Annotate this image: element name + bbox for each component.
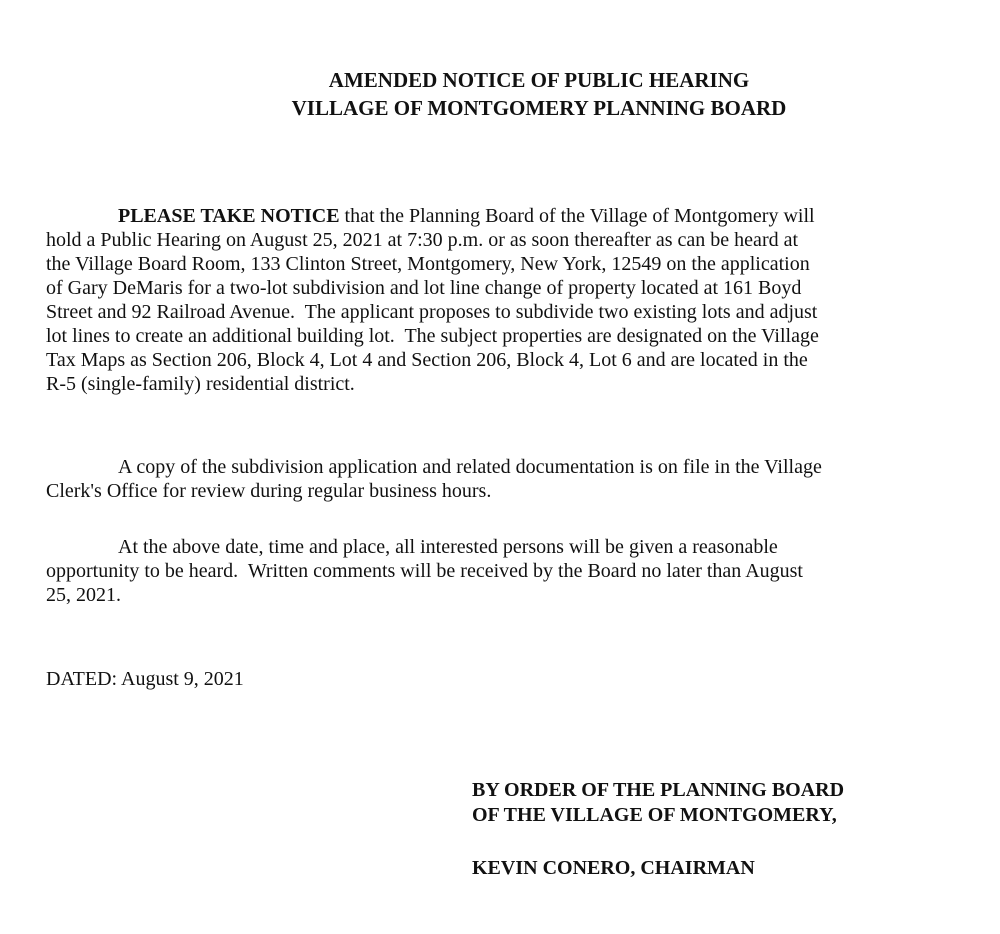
signature-name: KEVIN CONERO, CHAIRMAN — [472, 857, 755, 879]
paragraph-2-line-2: Clerk's Office for review during regular business hours. — [46, 480, 492, 502]
notice-lead-text: PLEASE TAKE NOTICE — [118, 205, 340, 227]
paragraph-1-line-2: hold a Public Hearing on August 25, 2021 at 7:30 p.m. or as soon thereafter as can be heard at — [46, 229, 799, 251]
paragraph-1-line-5: Street and 92 Railroad Avenue. The applicant proposes to subdivide two existing lots and adjust — [46, 301, 818, 323]
notice-paragraph-1 — [46, 204, 981, 396]
dated-line: DATED: August 9, 2021 — [46, 668, 244, 690]
paragraph-1-line-8: R-5 (single-family) residential district. — [46, 373, 355, 395]
notice-title-line1: AMENDED NOTICE OF PUBLIC HEARING — [328, 68, 750, 92]
paragraph-1-line-1-rest: that the Planning Board of the Village of Montgomery will — [339, 205, 815, 227]
paragraph-3-line-2: opportunity to be heard. Written comments will be received by the Board no later than August — [46, 560, 803, 582]
paragraph-3-line-1-text: At the above date, time and place, all interested persons will be given a reasonable — [118, 536, 778, 558]
paragraph-1-line-4: of Gary DeMaris for a two-lot subdivision and lot line change of property located at 161 Boyd — [46, 277, 802, 299]
notice-paragraph-3 — [46, 535, 981, 607]
paragraph-1-line-7: Tax Maps as Section 206, Block 4, Lot 4 and Section 206, Block 4, Lot 6 and are located in the — [46, 349, 808, 371]
paragraph-1-line-6: lot lines to create an additional building lot. The subject properties are designated on the Village — [46, 325, 819, 347]
paragraph-1-line-3: the Village Board Room, 133 Clinton Street, Montgomery, New York, 12549 on the application — [46, 253, 810, 275]
paragraph-1-line-1 — [46, 204, 981, 228]
paragraph-3-line-3: 25, 2021. — [46, 584, 121, 606]
signature-line-2: OF THE VILLAGE OF MONTGOMERY, — [472, 804, 837, 826]
paragraph-3-line-1 — [46, 535, 981, 559]
notice-paragraph-2 — [46, 455, 981, 503]
paragraph-2-line-1 — [46, 455, 981, 479]
notice-title-line2: VILLAGE OF MONTGOMERY PLANNING BOARD — [291, 96, 787, 120]
paragraph-2-line-1-text: A copy of the subdivision application and related documentation is on file in the Village — [118, 456, 822, 478]
signature-line-1: BY ORDER OF THE PLANNING BOARD — [472, 779, 845, 801]
